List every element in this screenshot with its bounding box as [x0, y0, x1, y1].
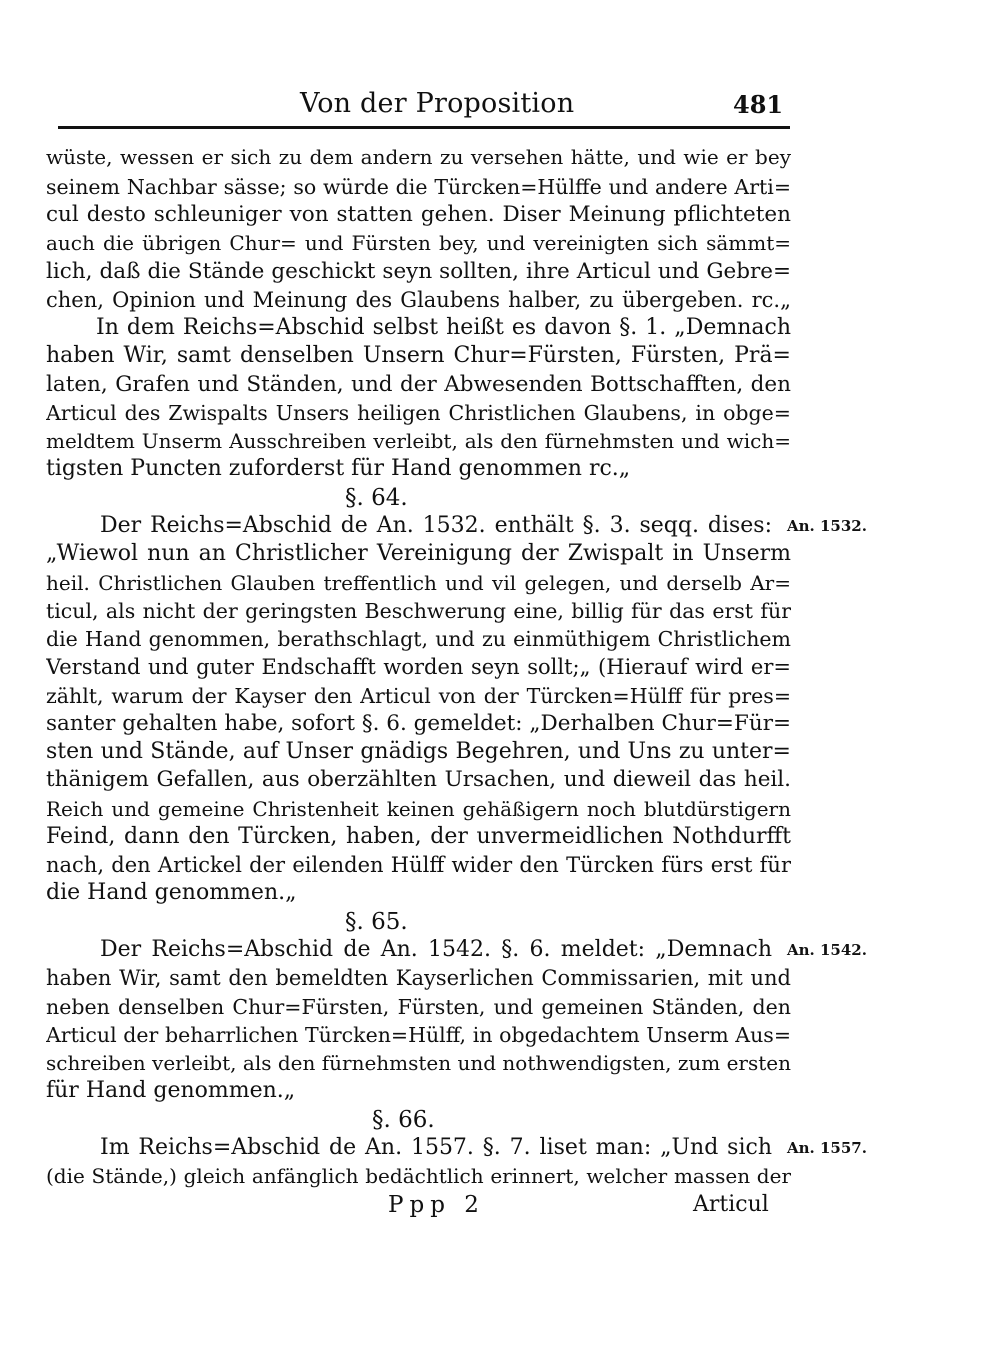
section-heading: §. 65. [345, 909, 408, 935]
text-line: laten, Grafen und Ständen, und der Abwesenden Bottschafften, den [46, 372, 791, 397]
text-line: (die Stände,) gleich anfänglich bedächtlich erinnert, welcher massen der [46, 1164, 791, 1188]
text-line: die Hand genommen.„ [46, 880, 297, 905]
text-line: sten und Stände, auf Unser gnädigs Begehren, und Uns zu unter= [46, 739, 791, 764]
running-head: Von der Proposition [300, 88, 575, 119]
text-line: die Hand genommen, berathschlagt, und zu einmüthigem Christlichem [46, 627, 791, 651]
text-line: cul desto schleuniger von statten gehen. Diser Meinung pflichteten [46, 202, 791, 227]
text-line: wüste, wessen er sich zu dem andern zu versehen hätte, und wie er bey [46, 145, 791, 169]
text-line: für Hand genommen.„ [46, 1078, 296, 1103]
text-line: „Wiewol nun an Christlicher Vereinigung der Zwispalt in Unserm [46, 541, 791, 566]
text-line: thänigem Gefallen, aus oberzählten Ursachen, und dieweil das heil. [46, 767, 791, 792]
header-rule [58, 126, 790, 129]
margin-note: An. 1557. [787, 1139, 867, 1157]
text-line: lich, daß die Stände geschickt seyn sollten, ihre Articul und Gebre= [46, 259, 791, 284]
text-line: Im Reichs=Abschid de An. 1557. §. 7. liset man: „Und sich [100, 1135, 772, 1160]
text-line: heil. Christlichen Glauben treffentlich und vil gelegen, und derselb Ar= [46, 571, 791, 595]
text-line: meldtem Unserm Ausschreiben verleibt, als den fürnehmsten und wich= [46, 429, 791, 453]
margin-note: An. 1532. [787, 517, 867, 535]
text-line: haben Wir, samt den bemeldten Kayserlichen Commissarien, mit und [46, 966, 791, 990]
text-line: chen, Opinion und Meinung des Glaubens halber, zu übergeben. rc.„ [46, 288, 791, 312]
text-line: tigsten Puncten zuforderst für Hand genommen rc.„ [46, 456, 631, 481]
text-line: nach, den Artickel der eilenden Hülff wider den Türcken fürs erst für [46, 853, 791, 877]
text-line: In dem Reichs=Abschid selbst heißt es davon §. 1. „Demnach [96, 315, 791, 340]
text-line: Feind, dann den Türcken, haben, der unvermeidlichen Nothdurfft [46, 824, 791, 849]
text-line: schreiben verleibt, als den fürnehmsten und nothwendigsten, zum ersten [46, 1051, 791, 1075]
catchword: Articul [693, 1192, 769, 1217]
text-line: Articul des Zwispalts Unsers heiligen Christlichen Glaubens, in obge= [46, 401, 791, 425]
text-line: Verstand und guter Endschafft worden seyn sollt;„ (Hierauf wird er= [46, 655, 791, 679]
text-line: neben denselben Chur=Fürsten, Fürsten, und gemeinen Ständen, den [46, 995, 791, 1019]
text-line: Articul der beharrlichen Türcken=Hülff, in obgedachtem Unserm Aus= [46, 1023, 791, 1047]
section-heading: §. 64. [345, 485, 408, 511]
page-number: 481 [733, 90, 784, 119]
text-line: zählt, warum der Kayser den Articul von der Türcken=Hülff für pres= [46, 684, 791, 708]
signature-mark: Ppp 2 [388, 1192, 485, 1218]
margin-note: An. 1542. [787, 941, 867, 959]
section-heading: §. 66. [372, 1107, 435, 1133]
text-line: Reich und gemeine Christenheit keinen gehäßigern noch blutdürstigern [46, 797, 791, 821]
text-line: santer gehalten habe, sofort §. 6. gemeldet: „Derhalben Chur=Für= [46, 711, 791, 736]
text-line: seinem Nachbar sässe; so würde die Türcken=Hülffe und andere Arti= [46, 175, 791, 199]
text-line: haben Wir, samt denselben Unsern Chur=Fürsten, Fürsten, Prä= [46, 343, 791, 368]
text-line: ticul, als nicht der geringsten Beschwerung eine, billig für das erst für [46, 599, 791, 623]
text-line: Der Reichs=Abschid de An. 1542. §. 6. meldet: „Demnach [100, 937, 772, 962]
text-line: auch die übrigen Chur= und Fürsten bey, und vereinigten sich sämmt= [46, 231, 791, 255]
text-line: Der Reichs=Abschid de An. 1532. enthält §. 3. seqq. dises: [100, 513, 772, 538]
